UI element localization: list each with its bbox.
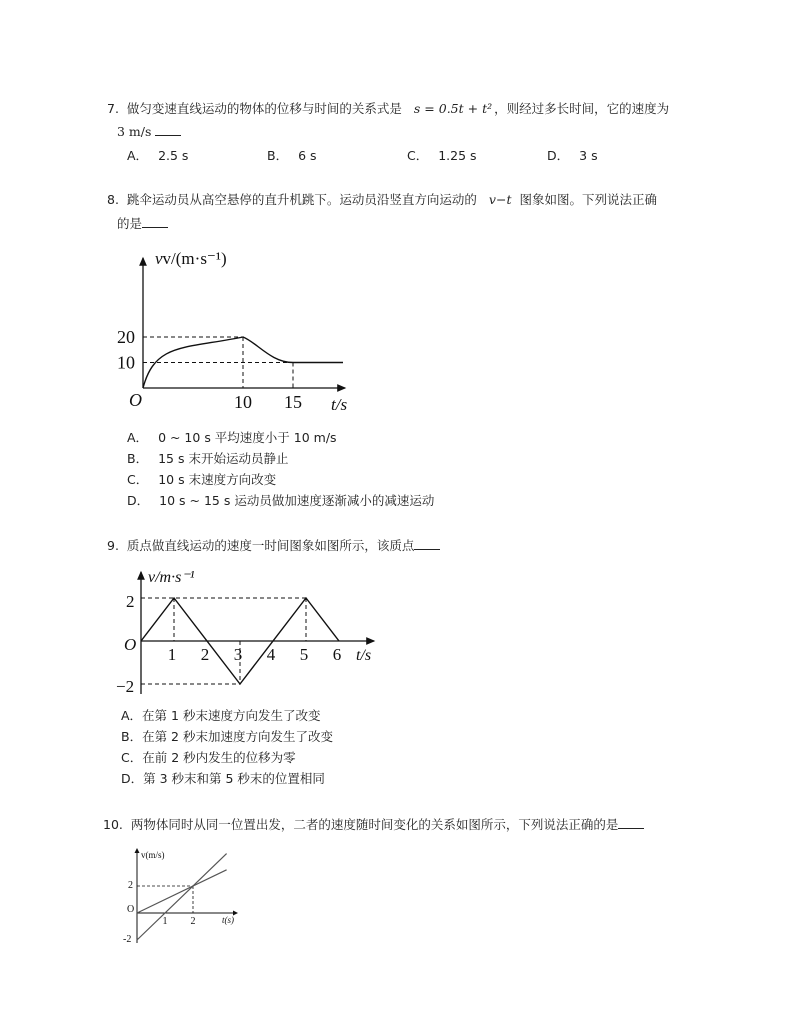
q8-option-d[interactable]: D． 10 s ~ 15 s 运动员做加速度逐渐减小的减速运动	[127, 493, 435, 508]
q8-vt-chart	[105, 240, 365, 418]
q8-option-b[interactable]: B． 15 s 末开始运动员静止	[127, 451, 289, 466]
q7-answer-blank	[155, 123, 181, 136]
q8-option-a[interactable]: A． 0 ~ 10 s 平均速度小于 10 m/s	[127, 430, 337, 445]
q8-x-label: t/s	[331, 395, 348, 414]
q10-tick-y-neg2: -2	[123, 934, 132, 945]
q9-tick-x-5: 5	[299, 645, 309, 664]
q9-option-d[interactable]: D．第 3 秒末和第 5 秒末的位置相同	[121, 771, 325, 786]
q7-text-a: 做匀变速直线运动的物体的位移与时间的关系式是	[126, 101, 402, 116]
q9-y-label: v/m·s⁻¹	[148, 569, 195, 586]
q7-option-b[interactable]: B． 6 s	[267, 148, 317, 163]
q10-tick-x-1: 1	[162, 916, 168, 927]
q9-option-a[interactable]: A．在第 1 秒末速度方向发生了改变	[121, 708, 321, 723]
q10-line-object-1	[137, 854, 227, 940]
q8-number: 8.	[107, 192, 119, 207]
q8-tick-y-10: 10	[117, 352, 135, 373]
q8-tick-x-15: 15	[284, 392, 302, 412]
q10-origin: O	[127, 904, 135, 915]
q7-option-d[interactable]: D． 3 s	[547, 148, 598, 163]
q7-text-b: ，则经过多长时间，它的速度为	[494, 101, 670, 116]
q8-stem-line1	[107, 190, 657, 208]
q9-origin: O	[124, 635, 137, 654]
q10-y-label: v(m/s)	[141, 850, 165, 860]
q8-option-c[interactable]: C． 10 s 末速度方向改变	[127, 472, 277, 487]
q7-option-c[interactable]: C． 1.25 s	[407, 148, 477, 163]
q8-formula: v−t	[488, 192, 512, 207]
q9-tick-x-1: 1	[167, 645, 177, 664]
q9-tick-y-neg2: −2	[116, 677, 135, 696]
q9-vt-chart	[112, 562, 392, 700]
q9-text-a: 质点做直线运动的速度一时间图象如图所示，该质点	[126, 538, 415, 553]
q8-text-c: 的是	[117, 216, 143, 231]
q8-tick-y-20: 20	[117, 327, 135, 347]
q8-origin: O	[129, 390, 142, 410]
q7-formula: s = 0.5t + t²	[413, 101, 493, 116]
q10-tick-y-2: 2	[128, 880, 133, 891]
q9-tick-x-4: 4	[266, 645, 276, 664]
q10-answer-blank	[618, 816, 644, 829]
q9-tick-y-2: 2	[126, 592, 135, 611]
q9-answer-blank	[414, 537, 440, 550]
q8-y-label: vv/(m·s⁻¹)	[155, 249, 227, 268]
q9-tick-x-2: 2	[200, 645, 210, 664]
q7-text-c: 3 m/s	[117, 124, 152, 139]
q7-stem-line2	[117, 123, 181, 139]
q7-stem-line1	[107, 99, 669, 117]
q10-text-a: 两物体同时从同一位置出发，二者的速度随时间变化的关系如图所示，下列说法正确的是	[130, 817, 619, 832]
q10-tick-x-2: 2	[190, 916, 196, 927]
q9-number: 9.	[107, 538, 119, 553]
q10-x-label: t(s)	[222, 915, 234, 925]
q8-stem-line2	[117, 214, 168, 232]
q10-line-object-2	[137, 870, 227, 913]
q9-tick-x-3: 3	[233, 645, 243, 664]
q10-number: 10.	[103, 817, 123, 832]
q9-stem	[107, 536, 440, 554]
q8-text-b: 图象如图。下列说法正确	[519, 192, 657, 207]
q7-option-a[interactable]: A． 2.5 s	[127, 148, 189, 163]
q8-answer-blank	[142, 215, 168, 228]
q8-tick-x-10: 10	[234, 392, 252, 412]
q10-stem	[103, 815, 644, 833]
q10-vt-chart	[115, 843, 245, 949]
q9-option-b[interactable]: B．在第 2 秒末加速度方向发生了改变	[121, 729, 333, 744]
q9-x-label: t/s	[356, 647, 372, 664]
q9-option-c[interactable]: C．在前 2 秒内发生的位移为零	[121, 750, 296, 765]
q9-tick-x-6: 6	[332, 645, 342, 664]
q8-text-a: 跳伞运动员从高空悬停的直升机跳下。运动员沿竖直方向运动的	[126, 192, 477, 207]
q7-number: 7.	[107, 101, 119, 116]
